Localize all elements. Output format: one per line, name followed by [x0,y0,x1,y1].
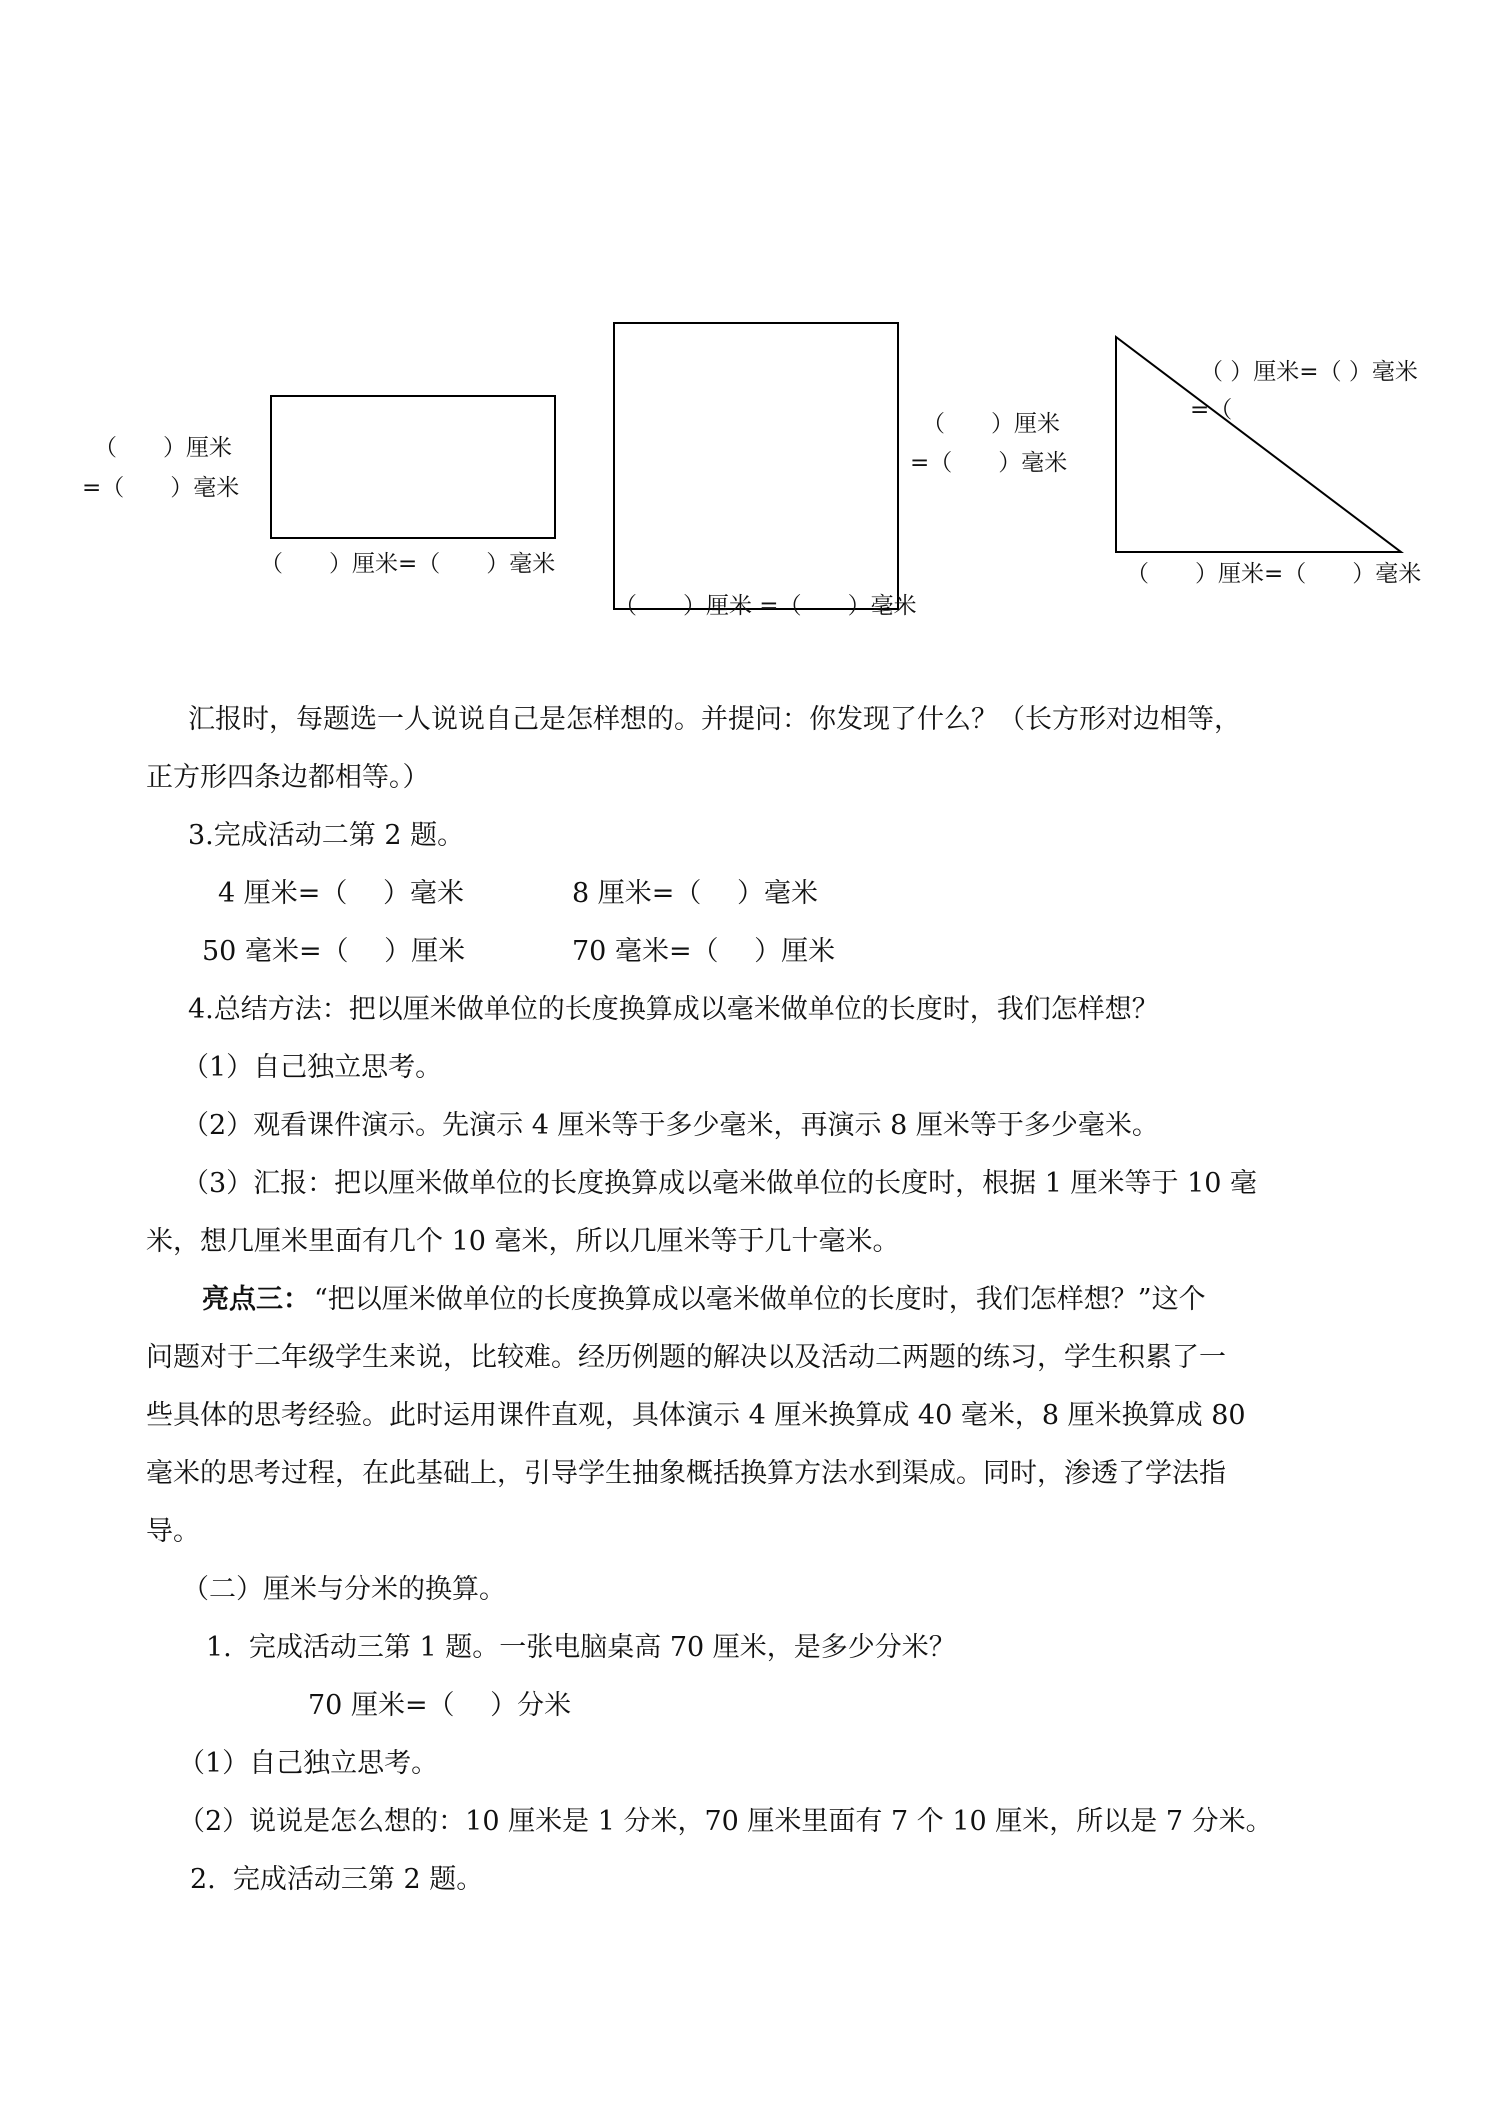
highlight-label: 亮点三： [202,1284,310,1315]
square-figure [614,323,898,609]
section-2-item-1: 1. 完成活动三第 1 题。一张电脑桌高 70 厘米，是多少分米？ [206,1632,956,1663]
triangle-hypotenuse-label: （ ）厘米=（ ）毫米 [1200,359,1418,385]
highlight-line3: 些具体的思考经验。此时运用课件直观，具体演示 4 厘米换算成 40 毫米，8 厘米换算成 80 [146,1400,1246,1431]
square-bottom-label: （ ）厘米 =（ ）毫米 [614,593,917,619]
paragraph-report-line2: 正方形四条边都相等。） [146,762,430,793]
rectangle-figure [271,396,555,538]
highlight-line2: 问题对于二年级学生来说，比较难。经历例题的解决以及活动二两题的练习，学生积累了一 [146,1342,1226,1373]
equation-8cm: 8 厘米=（ ）毫米 [572,878,818,909]
triangle-hypotenuse-label-eq: =（ [1190,397,1233,423]
sub-item-2: （2）观看课件演示。先演示 4 厘米等于多少毫米，再演示 8 厘米等于多少毫米。 [182,1110,1159,1141]
section-2-item-2: 2. 完成活动三第 2 题。 [190,1864,484,1895]
equation-50mm: 50 毫米=（ ）厘米 [202,936,466,967]
section-2-equation: 70 厘米=（ ）分米 [308,1690,572,1721]
equation-70mm: 70 毫米=（ ）厘米 [572,936,836,967]
item-3: 3.完成活动二第 2 题。 [188,820,465,851]
sub-item-1: （1）自己独立思考。 [182,1052,443,1083]
square-right-label-top: （ ）厘米 [922,411,1060,437]
highlight-line5: 导。 [146,1516,200,1547]
rect-left-label-top: （ ）厘米 [94,435,232,461]
triangle-bottom-label: （ ）厘米=（ ）毫米 [1126,561,1422,587]
section-2-heading: （二）厘米与分米的换算。 [182,1574,506,1605]
highlight-line1: “把以厘米做单位的长度换算成以毫米做单位的长度时，我们怎样想？”这个 [314,1284,1206,1315]
sub-item-3-line2: 米，想几厘米里面有几个 10 毫米，所以几厘米等于几十毫米。 [146,1226,900,1257]
square-right-label-bottom: =（ ）毫米 [910,450,1068,476]
highlight-line4: 毫米的思考过程，在此基础上，引导学生抽象概括换算方法水到渠成。同时，渗透了学法指 [146,1458,1226,1489]
equation-4cm: 4 厘米=（ ）毫米 [218,878,464,909]
rect-left-label-bottom: =（ ）毫米 [82,475,240,501]
rect-bottom-label: （ ）厘米=（ ）毫米 [260,551,556,577]
paragraph-report-line1: 汇报时，每题选一人说说自己是怎样想的。并提问：你发现了什么？（长方形对边相等， [188,704,1241,735]
section-2-sub-1: （1）自己独立思考。 [178,1748,439,1779]
section-2-sub-2: （2）说说是怎么想的：10 厘米是 1 分米，70 厘米里面有 7 个 10 厘米，所以是 7 分米。 [178,1806,1273,1837]
sub-item-3-line1: （3）汇报：把以厘米做单位的长度换算成以毫米做单位的长度时，根据 1 厘米等于 10 毫 [182,1168,1258,1199]
item-4: 4.总结方法：把以厘米做单位的长度换算成以毫米做单位的长度时，我们怎样想？ [188,994,1159,1025]
